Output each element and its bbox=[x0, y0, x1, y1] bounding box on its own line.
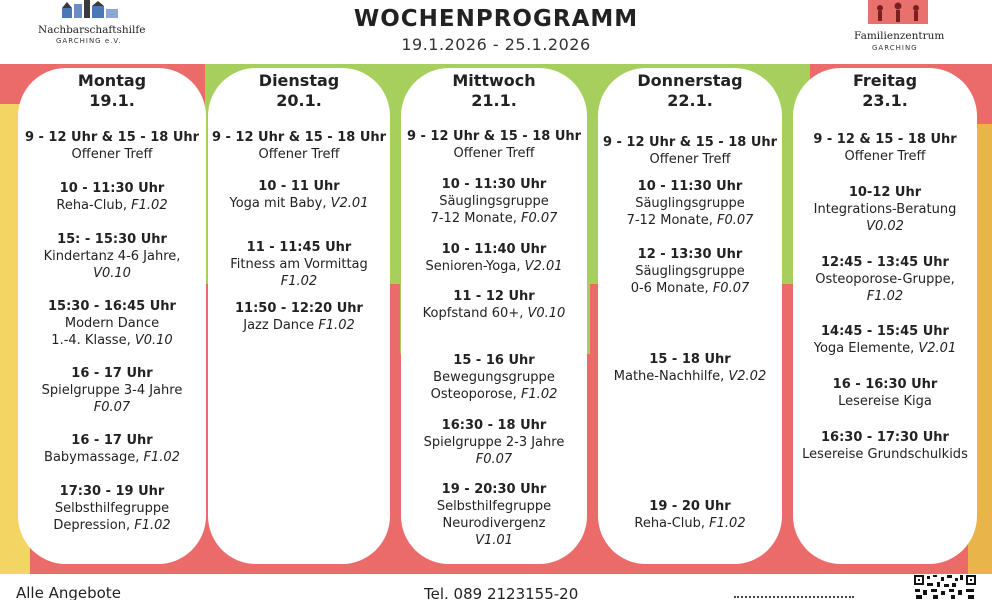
entry-time: 9 - 12 Uhr & 15 - 18 Uhr bbox=[211, 130, 387, 145]
entry-activity: Kopfstand 60+, bbox=[422, 306, 528, 321]
entry-activity: Senioren-Yoga, bbox=[425, 259, 525, 274]
entry-line bbox=[18, 517, 206, 534]
entry-activity: Säuglingsgruppe bbox=[635, 264, 745, 279]
entry-room: F0.07 bbox=[93, 400, 131, 415]
program-entry bbox=[598, 134, 782, 168]
day-column-donnerstag bbox=[598, 68, 782, 564]
day-name: Freitag bbox=[852, 71, 918, 90]
entry-activity: Offener Treff bbox=[71, 147, 153, 162]
day-date: 21.1. bbox=[471, 91, 517, 110]
entry-line bbox=[18, 248, 206, 265]
entry-line bbox=[598, 280, 782, 297]
entry-room: V0.10 bbox=[93, 266, 131, 281]
day-name: Donnerstag bbox=[637, 71, 743, 90]
program-entry bbox=[401, 176, 587, 227]
entry-room: F1.02 bbox=[131, 198, 168, 213]
qr-code-icon bbox=[913, 574, 977, 600]
entry-activity: Yoga mit Baby, bbox=[229, 196, 331, 211]
entry-time: 9 - 12 Uhr & 15 - 18 Uhr bbox=[24, 130, 200, 145]
program-entry bbox=[401, 128, 587, 162]
program-entry bbox=[208, 300, 390, 334]
footer-divider bbox=[734, 596, 854, 598]
entry-line bbox=[401, 369, 587, 386]
footer-phone: Tel. 089 2123155-20 bbox=[424, 585, 579, 600]
entry-activity: Kindertanz 4-6 Jahre, bbox=[43, 249, 181, 264]
program-entry bbox=[401, 417, 587, 468]
program-entry bbox=[598, 498, 782, 532]
entry-time: 15 - 18 Uhr bbox=[649, 352, 731, 367]
entry-line bbox=[18, 500, 206, 517]
program-entry bbox=[208, 129, 390, 163]
entry-line bbox=[401, 193, 587, 210]
footer-all-offers: Alle Angebote bbox=[16, 584, 121, 600]
entry-room: F0.07 bbox=[520, 211, 558, 226]
entry-time: 19 - 20:30 Uhr bbox=[441, 482, 547, 497]
entry-room: F1.02 bbox=[318, 318, 355, 333]
entry-activity: Babymassage, bbox=[44, 450, 144, 465]
entry-line bbox=[401, 258, 587, 275]
entry-time: 15 - 16 Uhr bbox=[453, 353, 535, 368]
entry-line bbox=[793, 271, 977, 288]
program-entry bbox=[598, 351, 782, 385]
page-header bbox=[0, 0, 992, 64]
entry-activity: Yoga Elemente, bbox=[813, 341, 919, 356]
entry-line bbox=[208, 146, 390, 163]
entry-activity: Mathe-Nachhilfe, bbox=[613, 369, 729, 384]
entry-time: 16 - 17 Uhr bbox=[71, 366, 153, 381]
entry-room: V2.01 bbox=[330, 196, 369, 211]
entry-room: F0.07 bbox=[475, 452, 513, 467]
entry-activity: Osteoporose-Gruppe, bbox=[815, 272, 955, 287]
entry-line bbox=[208, 195, 390, 212]
entry-room: F1.02 bbox=[134, 518, 171, 533]
entry-line bbox=[401, 386, 587, 403]
entry-activity: Offener Treff bbox=[844, 149, 926, 164]
program-entry bbox=[18, 231, 206, 282]
entry-room: V0.10 bbox=[527, 306, 566, 321]
entry-room: F1.02 bbox=[520, 387, 558, 402]
entry-activity: Modern Dance bbox=[64, 316, 160, 331]
program-entry bbox=[208, 178, 390, 212]
entry-room: V2.01 bbox=[524, 259, 563, 274]
day-column-dienstag bbox=[208, 68, 390, 564]
entry-activity: Osteoporose, bbox=[430, 387, 521, 402]
entry-time: 10 - 11 Uhr bbox=[258, 179, 340, 194]
entry-time: 19 - 20 Uhr bbox=[649, 499, 731, 514]
program-entry bbox=[18, 129, 206, 163]
entry-line bbox=[793, 393, 977, 410]
program-entry bbox=[793, 254, 977, 305]
logo-right-name: Familienzentrum bbox=[854, 30, 945, 42]
entry-line bbox=[598, 515, 782, 532]
entry-activity: Spielgruppe 3-4 Jahre bbox=[41, 383, 183, 398]
entry-room: F1.02 bbox=[866, 289, 904, 304]
day-name: Dienstag bbox=[258, 71, 340, 90]
entry-line bbox=[793, 218, 977, 235]
entry-room: F0.07 bbox=[712, 281, 750, 296]
entry-line bbox=[18, 449, 206, 466]
program-entry bbox=[793, 376, 977, 410]
day-column-montag bbox=[18, 68, 206, 564]
entry-line bbox=[18, 399, 206, 416]
day-date: 19.1. bbox=[89, 91, 135, 110]
entry-activity: Reha-Club, bbox=[634, 516, 710, 531]
entry-activity: 7-12 Monate, bbox=[626, 213, 717, 228]
entry-line bbox=[18, 146, 206, 163]
program-entry bbox=[401, 481, 587, 549]
entry-line bbox=[598, 151, 782, 168]
entry-activity: Lesereise Grundschulkids bbox=[802, 447, 968, 462]
entry-line bbox=[793, 288, 977, 305]
entry-time: 10 - 11:40 Uhr bbox=[441, 242, 547, 257]
entry-time: 17:30 - 19 Uhr bbox=[59, 484, 165, 499]
entry-line bbox=[793, 340, 977, 357]
entry-time: 10-12 Uhr bbox=[848, 185, 922, 200]
entry-time: 10 - 11:30 Uhr bbox=[441, 177, 547, 192]
entry-line bbox=[18, 197, 206, 214]
entry-time: 15:30 - 16:45 Uhr bbox=[48, 299, 176, 314]
program-entry bbox=[401, 241, 587, 275]
day-column-freitag bbox=[793, 68, 977, 564]
day-name: Montag bbox=[77, 71, 147, 90]
entry-activity: Jazz Dance bbox=[243, 318, 319, 333]
week-dates: 19.1.2026 - 25.1.2026 bbox=[401, 35, 591, 54]
entry-line bbox=[18, 332, 206, 349]
entry-line bbox=[598, 212, 782, 229]
entry-activity: 0-6 Monate, bbox=[630, 281, 713, 296]
program-entry bbox=[793, 131, 977, 165]
program-entry bbox=[793, 184, 977, 235]
program-entry bbox=[18, 432, 206, 466]
entry-room: V2.02 bbox=[728, 369, 767, 384]
logo-right-sub: GARCHING bbox=[872, 44, 918, 52]
entry-line bbox=[18, 382, 206, 399]
program-entry bbox=[18, 483, 206, 534]
entry-activity: Integrations-Beratung bbox=[813, 202, 957, 217]
entry-time: 11 - 12 Uhr bbox=[453, 289, 535, 304]
familienzentrum-logo bbox=[850, 0, 948, 62]
program-entry bbox=[401, 288, 587, 322]
entry-line bbox=[401, 145, 587, 162]
entry-room: V0.10 bbox=[134, 333, 173, 348]
day-column-mittwoch bbox=[401, 68, 587, 564]
day-name: Mittwoch bbox=[452, 71, 536, 90]
entry-room: F1.02 bbox=[143, 450, 180, 465]
program-entry bbox=[401, 352, 587, 403]
entry-time: 9 - 12 & 15 - 18 Uhr bbox=[813, 132, 957, 147]
entry-activity: 7-12 Monate, bbox=[430, 211, 521, 226]
entry-time: 16 - 16:30 Uhr bbox=[832, 377, 938, 392]
entry-activity: Selbsthilfegruppe bbox=[436, 499, 552, 514]
entry-activity: Fitness am Vormittag bbox=[230, 257, 368, 272]
entry-time: 9 - 12 Uhr & 15 - 18 Uhr bbox=[602, 135, 778, 150]
entry-line bbox=[598, 263, 782, 280]
entry-line bbox=[208, 317, 390, 334]
entry-line bbox=[401, 210, 587, 227]
entry-time: 12:45 - 13:45 Uhr bbox=[821, 255, 949, 270]
entry-activity: Spielgruppe 2-3 Jahre bbox=[423, 435, 565, 450]
entry-time: 16 - 17 Uhr bbox=[71, 433, 153, 448]
entry-room: V2.01 bbox=[918, 341, 957, 356]
entry-room: V0.02 bbox=[866, 219, 904, 234]
program-entry bbox=[18, 365, 206, 416]
entry-activity: Säuglingsgruppe bbox=[439, 194, 549, 209]
family-tree-icon bbox=[868, 0, 928, 24]
entry-time: 10 - 11:30 Uhr bbox=[637, 179, 743, 194]
entry-line bbox=[401, 434, 587, 451]
day-date: 23.1. bbox=[862, 91, 908, 110]
entry-activity: Reha-Club, bbox=[56, 198, 132, 213]
entry-activity: Offener Treff bbox=[649, 152, 731, 167]
entry-line bbox=[401, 515, 587, 532]
entry-activity: Lesereise Kiga bbox=[838, 394, 932, 409]
entry-time: 11 - 11:45 Uhr bbox=[246, 240, 352, 255]
entry-time: 16:30 - 18 Uhr bbox=[441, 418, 547, 433]
entry-time: 10 - 11:30 Uhr bbox=[59, 181, 165, 196]
entry-time: 16:30 - 17:30 Uhr bbox=[821, 430, 949, 445]
entry-room: F0.07 bbox=[716, 213, 754, 228]
day-date: 22.1. bbox=[667, 91, 713, 110]
entry-line bbox=[401, 532, 587, 549]
entry-room: F1.02 bbox=[709, 516, 746, 531]
entry-line bbox=[401, 451, 587, 468]
entry-activity: Offener Treff bbox=[258, 147, 340, 162]
program-entry bbox=[598, 178, 782, 229]
entry-activity: Neurodivergenz bbox=[442, 516, 546, 531]
logo-left-sub: GARCHING e.V. bbox=[56, 37, 122, 45]
entry-activity: Selbsthilfegruppe bbox=[54, 501, 170, 516]
entry-time: 11:50 - 12:20 Uhr bbox=[235, 301, 363, 316]
entry-activity: Säuglingsgruppe bbox=[635, 196, 745, 211]
entry-line bbox=[18, 265, 206, 282]
program-entry bbox=[598, 246, 782, 297]
logo-left-name: Nachbarschaftshilfe bbox=[38, 24, 146, 36]
program-entry bbox=[793, 323, 977, 357]
program-entry bbox=[18, 298, 206, 349]
entry-line bbox=[598, 195, 782, 212]
entry-line bbox=[793, 201, 977, 218]
entry-line bbox=[793, 148, 977, 165]
page-title: WOCHENPROGRAMM bbox=[353, 6, 639, 32]
entry-line bbox=[793, 446, 977, 463]
entry-time: 14:45 - 15:45 Uhr bbox=[821, 324, 949, 339]
entry-line bbox=[208, 273, 390, 290]
entry-room: V1.01 bbox=[475, 533, 513, 548]
day-date: 20.1. bbox=[276, 91, 322, 110]
program-entry bbox=[18, 180, 206, 214]
entry-activity: Bewegungsgruppe bbox=[433, 370, 555, 385]
page-footer bbox=[0, 574, 992, 600]
entry-line bbox=[18, 315, 206, 332]
program-entry bbox=[208, 239, 390, 290]
entry-time: 9 - 12 Uhr & 15 - 18 Uhr bbox=[406, 129, 582, 144]
entry-line bbox=[208, 256, 390, 273]
entry-activity: Offener Treff bbox=[453, 146, 535, 161]
program-entry bbox=[793, 429, 977, 463]
entry-room: F1.02 bbox=[280, 274, 318, 289]
entry-line bbox=[598, 368, 782, 385]
entry-line bbox=[401, 498, 587, 515]
entry-time: 12 - 13:30 Uhr bbox=[637, 247, 743, 262]
entry-time: 15: - 15:30 Uhr bbox=[57, 232, 167, 247]
entry-line bbox=[401, 305, 587, 322]
entry-activity: 1.-4. Klasse, bbox=[51, 333, 135, 348]
entry-activity: Depression, bbox=[53, 518, 135, 533]
